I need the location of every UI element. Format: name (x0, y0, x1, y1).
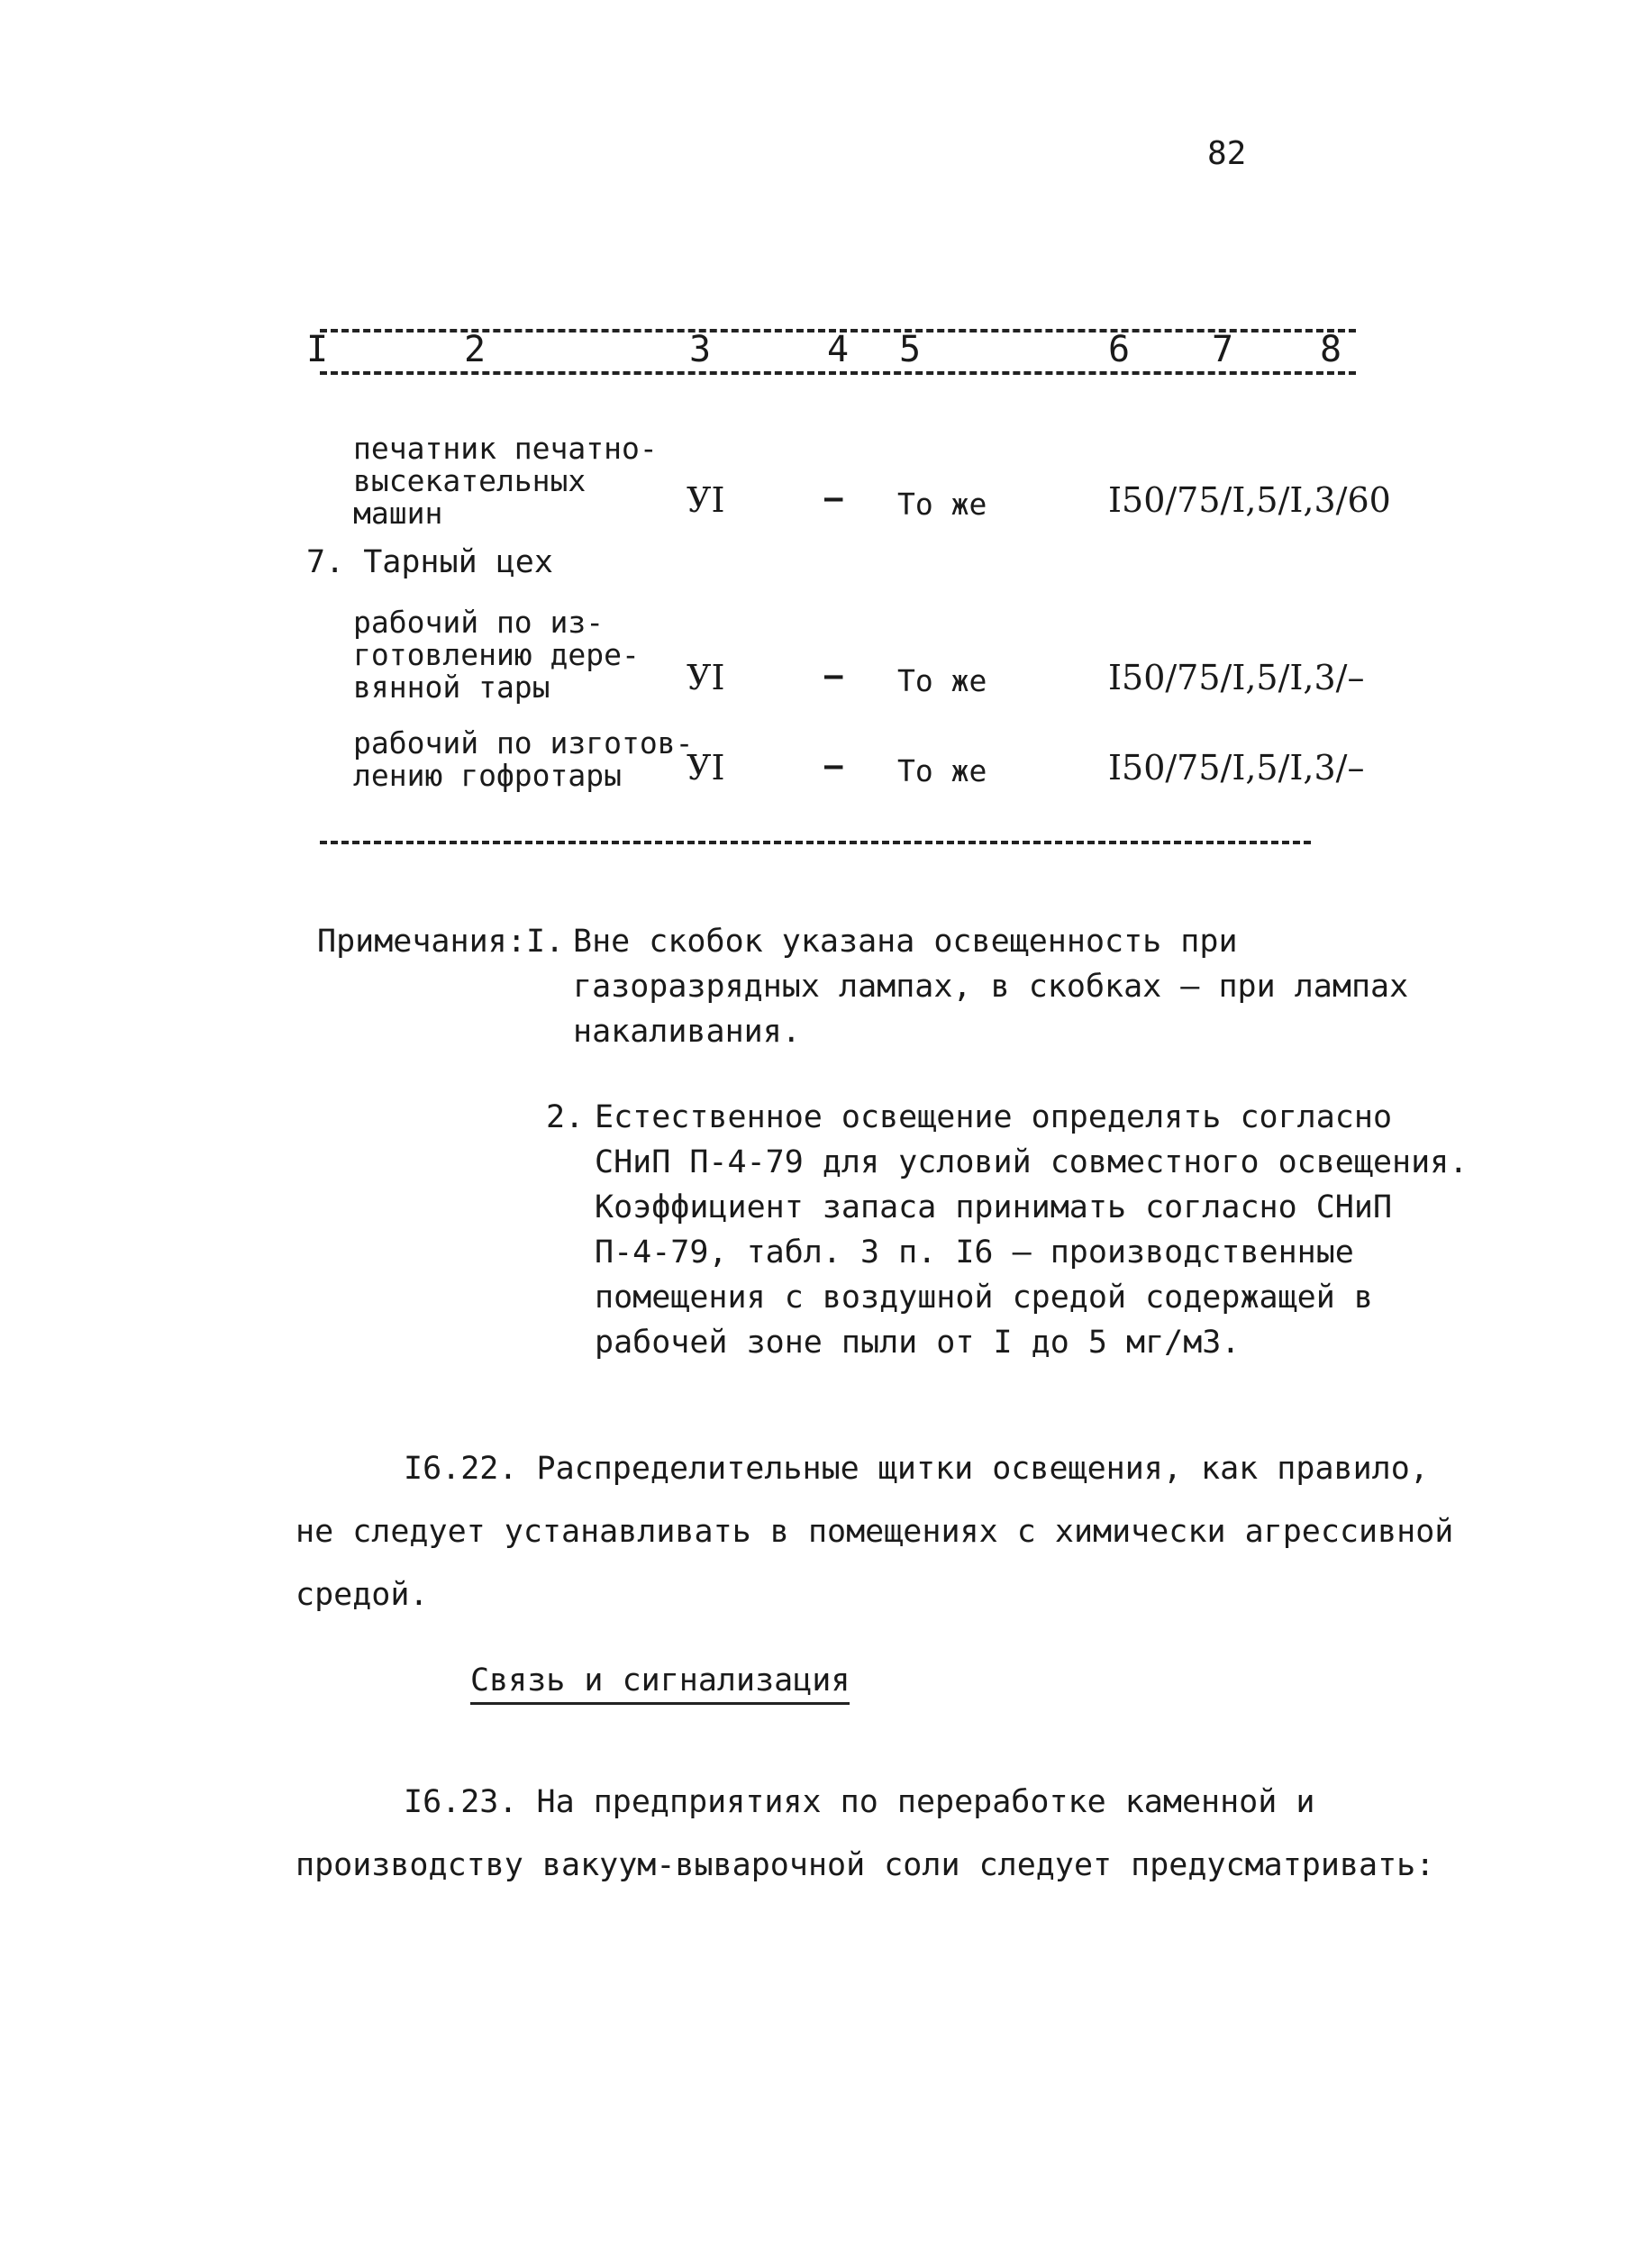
column-number-1: I (306, 329, 329, 370)
table-row-name: рабочий по из- готовлению дере- вянной тары (353, 605, 640, 705)
table-row-name: рабочий по изготов- лению гофротары (353, 725, 694, 793)
note-line: помещения с воздушной средой содержащей в (595, 1280, 1373, 1316)
table-row-dash: – (824, 480, 843, 516)
note-line: П-4-79, табл. 3 п. I6 – производственные (595, 1234, 1354, 1271)
note-line: газоразрядных лампах, в скобках – при лампах (573, 969, 1409, 1005)
column-number-6: 6 (1108, 329, 1131, 370)
note-line: Естественное освещение определять согласно (595, 1099, 1393, 1135)
table-row-values: I50/75/I,5/I,3/60 (1108, 480, 1391, 520)
paragraph-line: I6.23. На предприятиях по переработке каменной и (404, 1784, 1315, 1820)
table-row-category: УI (687, 480, 725, 520)
table-row-values: I50/75/I,5/I,3/– (1108, 748, 1365, 788)
table-row-same: То же (897, 487, 987, 522)
note-line: СНиП П-4-79 для условий совместного освещения. (595, 1144, 1469, 1180)
column-number-8: 8 (1320, 329, 1342, 370)
column-number-4: 4 (827, 329, 850, 370)
paragraph-line: не следует устанавливать в помещениях с химически агрессивной (296, 1514, 1454, 1550)
page-number: 82 (1207, 135, 1247, 172)
column-number-7: 7 (1212, 329, 1234, 370)
table-header-rule (320, 371, 1356, 375)
section-heading: Связь и сигнализация (470, 1662, 850, 1705)
table-row-name: печатник печатно- высекательных машин (353, 431, 658, 531)
table-row-same: То же (897, 753, 987, 788)
table-row-same: То же (897, 663, 987, 698)
note-line: рабочей зоне пыли от I до 5 мг/м3. (595, 1325, 1241, 1361)
table-row-values: I50/75/I,5/I,3/– (1108, 658, 1365, 697)
table-row-dash: – (824, 748, 843, 784)
note-line: накаливания. (573, 1014, 801, 1050)
note-line: Вне скобок указана освещенность при (573, 924, 1238, 960)
table-row-category: УI (687, 658, 725, 697)
table-row-category: УI (687, 748, 725, 788)
paragraph-line: средой. (296, 1577, 429, 1613)
table-bottom-rule (320, 841, 1311, 844)
column-number-3: 3 (689, 329, 712, 370)
notes-label: Примечания: (317, 924, 526, 960)
paragraph-line: I6.22. Распределительные щитки освещения, как правило, (404, 1451, 1429, 1487)
column-number-5: 5 (899, 329, 922, 370)
note-number: I. (526, 924, 565, 960)
note-line: Коэффициент запаса принимать согласно СНиП (595, 1189, 1393, 1225)
table-row-dash: – (824, 658, 843, 694)
column-number-2: 2 (464, 329, 487, 370)
paragraph-line: производству вакуум-выварочной соли следует предусматривать: (296, 1847, 1435, 1883)
table-section-title: 7. Тарный цех (306, 544, 553, 580)
note-number: 2. (546, 1099, 585, 1135)
